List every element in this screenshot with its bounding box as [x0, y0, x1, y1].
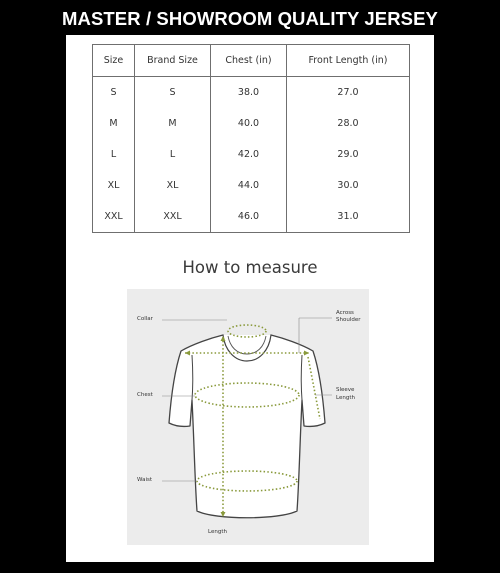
table-row: [93, 170, 410, 201]
size-table: [92, 44, 410, 233]
table-header-row: [93, 45, 410, 77]
cell-front-length: 27.0: [287, 77, 410, 109]
across-shoulder-label-line1: Across: [336, 310, 354, 316]
cell-size: L: [93, 139, 135, 170]
chest-label: Chest: [137, 392, 153, 398]
table-row: [93, 139, 410, 170]
sleeve-length-label-line2: Length: [336, 395, 355, 401]
page-title: MASTER / SHOWROOM QUALITY JERSEY: [62, 8, 438, 29]
header-front-length: Front Length (in): [287, 45, 410, 77]
cell-brand-size: M: [135, 108, 211, 139]
cell-front-length: 30.0: [287, 170, 410, 201]
cell-brand-size: L: [135, 139, 211, 170]
cell-chest: 38.0: [211, 77, 287, 109]
sleeve-length-label-line1: Sleeve: [336, 387, 355, 393]
waist-label: Waist: [137, 477, 153, 483]
cell-size: S: [93, 77, 135, 109]
header-chest: Chest (in): [211, 45, 287, 77]
cell-front-length: 28.0: [287, 108, 410, 139]
cell-brand-size: XL: [135, 170, 211, 201]
cell-brand-size: XXL: [135, 201, 211, 233]
cell-size: XXL: [93, 201, 135, 233]
collar-label: Collar: [137, 316, 153, 322]
tshirt-diagram: [127, 289, 369, 545]
table-row: [93, 77, 410, 109]
cell-front-length: 31.0: [287, 201, 410, 233]
cell-chest: 40.0: [211, 108, 287, 139]
cell-chest: 46.0: [211, 201, 287, 233]
cell-size: M: [93, 108, 135, 139]
cell-chest: 44.0: [211, 170, 287, 201]
cell-chest: 42.0: [211, 139, 287, 170]
how-to-measure-title: How to measure: [182, 258, 318, 277]
cell-size: XL: [93, 170, 135, 201]
length-label: Length: [208, 529, 227, 535]
table-row: [93, 201, 410, 233]
cell-front-length: 29.0: [287, 139, 410, 170]
measure-diagram: [127, 289, 369, 545]
table-row: [93, 108, 410, 139]
header-brand-size: Brand Size: [135, 45, 211, 77]
header-size: Size: [93, 45, 135, 77]
cell-brand-size: S: [135, 77, 211, 109]
size-chart-sheet: [66, 35, 434, 562]
across-shoulder-label-line2: Shoulder: [336, 317, 361, 323]
